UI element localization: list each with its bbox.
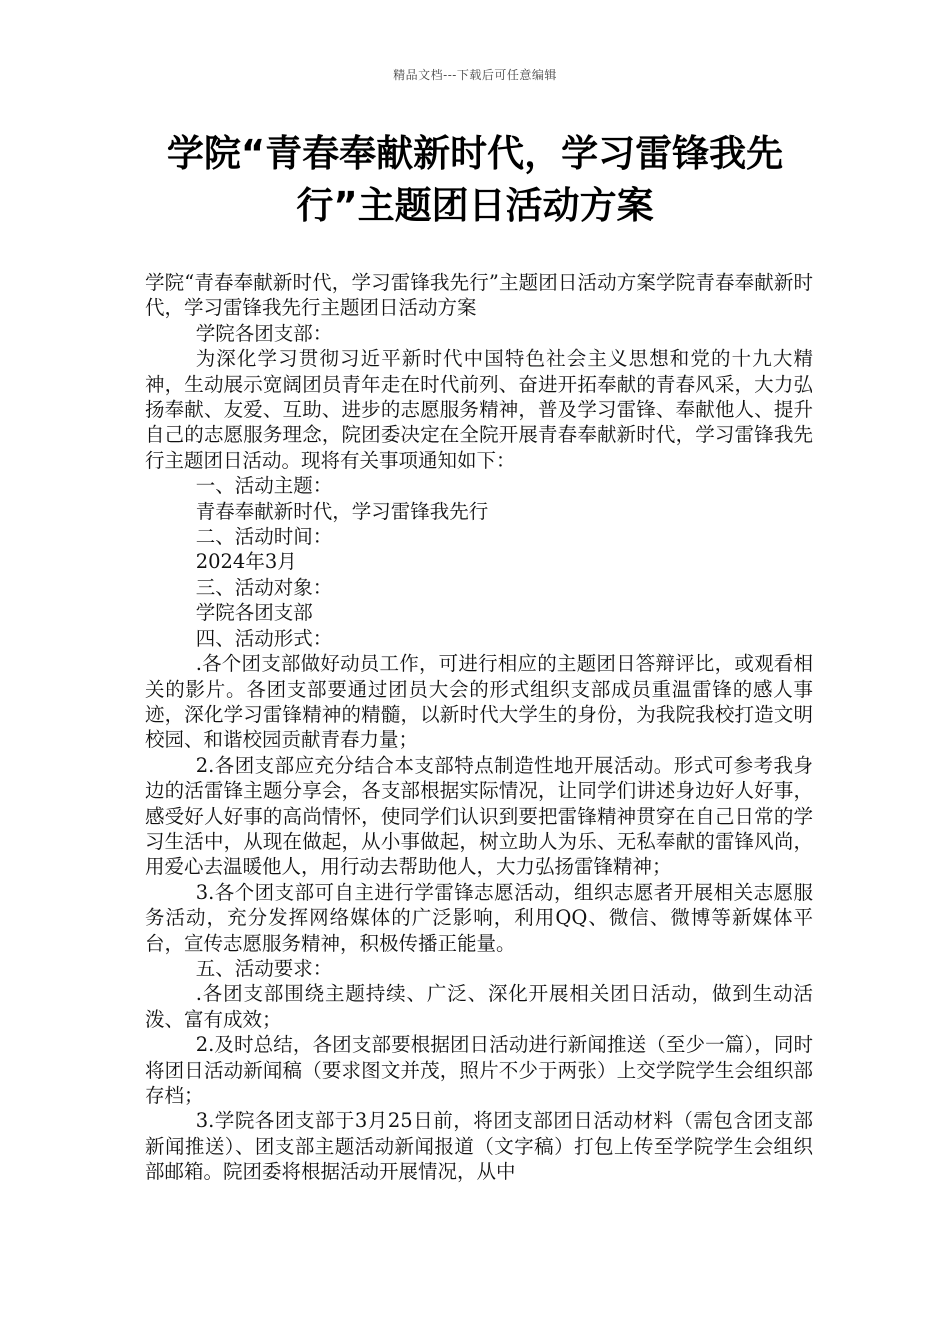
document-body <box>145 270 813 1185</box>
target-text: 学院各团支部 <box>195 601 313 625</box>
form-item-1: .各个团支部做好动员工作，可进行相应的主题团日答辩评比，或观看相关的影片。各团支部要通过团员大会的形式组织支部成员重温雷锋的感人事迹，深化学习雷锋精神的精髓，以新时代大学生的身份，为我院我校打造文明校园、和谐校园贡献青春力量； <box>145 652 813 752</box>
time-text: 2024年3月 <box>195 550 297 574</box>
salutation: 学院各团支部： <box>195 321 333 345</box>
requirement-item-1: .各团支部围绕主题持续、广泛、深化开展相关团日活动，做到生动活泼、富有成效； <box>145 982 813 1031</box>
header-note: 精品文档---下载后可任意编辑 <box>393 68 557 82</box>
form-item-3: 3.各个团支部可自主进行学雷锋志愿活动，组织志愿者开展相关志愿服务活动，充分发挥网络媒体的广泛影响，利用QQ、微信、微博等新媒体平台，宣传志愿服务精神，积极传播正能量。 <box>145 880 813 955</box>
section-heading-requirements: 五、活动要求： <box>195 956 333 980</box>
form-item-2: 2.各团支部应充分结合本支部特点制造性地开展活动。形式可参考我身边的活雷锋主题分享会，各支部根据实际情况，让同学们讲述身边好人好事，感受好人好事的高尚情怀，使同学们认识到要把雷锋精神贯穿在自己日常的学习生活中，从现在做起，从小事做起，树立助人为乐、无私奉献的雷锋风尚，用爱心去温暖他人，用行动去帮助他人，大力弘扬雷锋精神； <box>145 753 813 879</box>
requirement-item-2: 2.及时总结，各团支部要根据团日活动进行新闻推送（至少一篇），同时将团日活动新闻稿（要求图文并茂，照片不少于两张）上交学院学生会组织部存档； <box>145 1033 813 1107</box>
requirement-item-3: 3.学院各团支部于3月25日前，将团支部团日活动材料（需包含团支部新闻推送）、团支部主题活动新闻报道（文字稿）打包上传至学院学生会组织部邮箱。院团委将根据活动开展情况，从中 <box>145 1109 813 1184</box>
section-heading-target: 三、活动对象： <box>195 575 333 599</box>
section-heading-form: 四、活动形式： <box>195 626 333 650</box>
intro-paragraph: 学院“青春奉献新时代，学习雷锋我先行”主题团日活动方案学院青春奉献新时代，学习雷锋我先行主题团日活动方案 <box>145 271 813 320</box>
document-title: 学院“青春奉献新时代，学习雷锋我先行”主题团日活动方案 <box>166 132 784 227</box>
section-heading-theme: 一、活动主题： <box>195 474 333 498</box>
theme-text: 青春奉献新时代，学习雷锋我先行 <box>195 499 489 523</box>
section-heading-time: 二、活动时间： <box>195 525 333 549</box>
notice-paragraph: 为深化学习贯彻习近平新时代中国特色社会主义思想和党的十九大精神，生动展示宽阔团员青年走在时代前列、奋进开拓奉献的青春风采，大力弘扬奉献、友爱、互助、进步的志愿服务精神，普及学习雷锋、奉献他人、提升自己的志愿服务理念，院团委决定在全院开展青春奉献新时代，学习雷锋我先行主题团日活动。现将有关事项通知如下： <box>145 347 813 472</box>
